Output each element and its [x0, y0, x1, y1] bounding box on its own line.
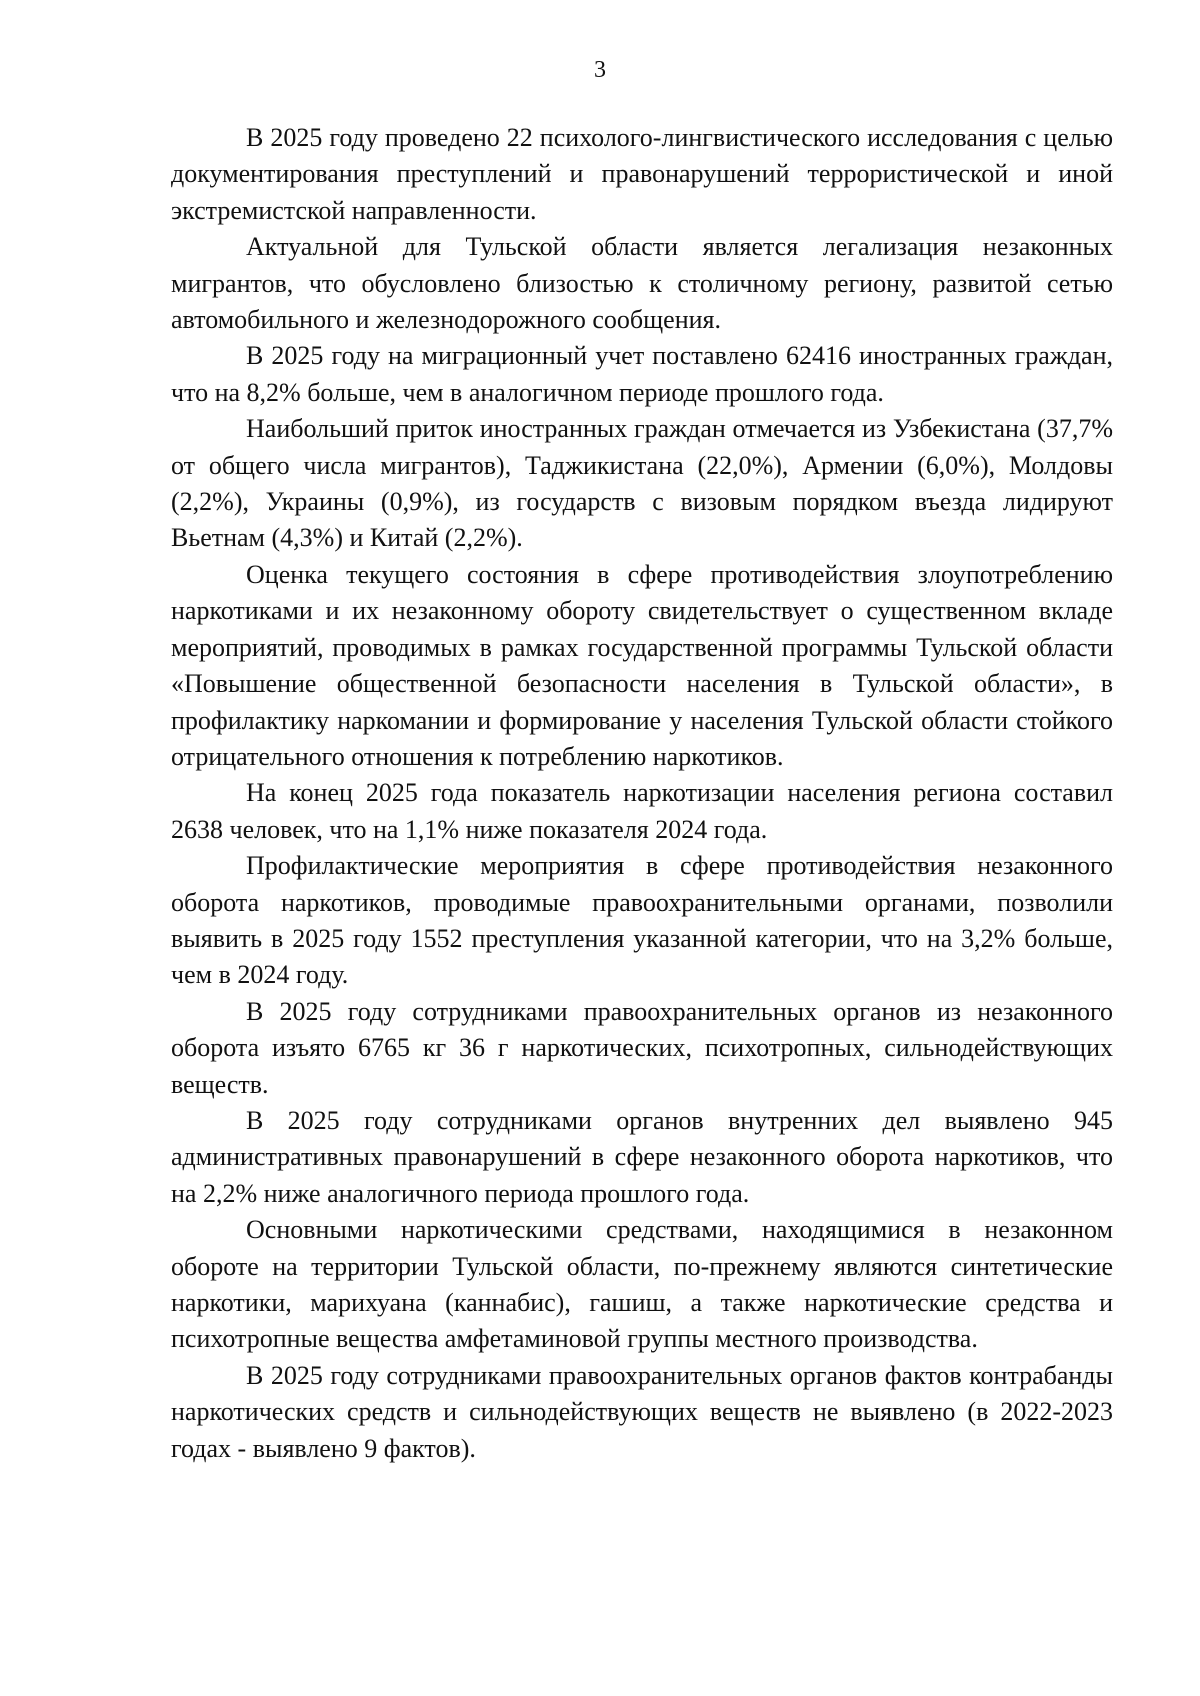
- paragraph-migration-registration: В 2025 году на миграционный учет поставлено 62416 иностранных граждан, что на 8,2% больше, чем в аналогичном периоде прошлого года.: [171, 341, 1113, 407]
- paragraph-drug-abuse-assessment: Оценка текущего состояния в сфере противодействия злоупотреблению наркотиками и их незаконному обороту свидетельствует о существенном вкладе мероприятий, проводимых в рамках государственной программы Тульской области «Повышение общественной безопасности населения в Тульской области», в профилактику наркомании и формирование у населения Тульской области стойкого отрицательного отношения к потреблению наркотиков.: [171, 559, 1113, 771]
- paragraph-main-drugs: Основными наркотическими средствами, находящимися в незаконном обороте на территории Тульской области, по-прежнему являются синтетические наркотики, марихуана (каннабис), гашиш, а также наркотические средства и психотропные вещества амфетаминовой группы местного производства.: [171, 1215, 1113, 1354]
- page-number: 3: [594, 57, 606, 83]
- document-body: [171, 120, 1113, 1467]
- paragraph-administrative-offenses: В 2025 году сотрудниками органов внутренних дел выявлено 945 административных правонарушений в сфере незаконного оборота наркотиков, что на 2,2% ниже аналогичного периода прошлого года.: [171, 1105, 1113, 1208]
- paragraph-drug-crimes-detected: Профилактические мероприятия в сфере противодействия незаконного оборота наркотиков, проводимые правоохранительными органами, позволили выявить в 2025 году 1552 преступления указанной категории, что на 3,2% больше, чем в 2024 году.: [171, 851, 1113, 990]
- paragraph-psycholinguistic-research: В 2025 году проведено 22 психолого-лингвистического исследования с целью документирования преступлений и правонарушений террористической и иной экстремистской направленности.: [171, 123, 1113, 225]
- paragraph-smuggling: В 2025 году сотрудниками правоохранительных органов фактов контрабанды наркотических средств и сильнодействующих веществ не выявлено (в 2022-2023 годах - выявлено 9 фактов).: [171, 1360, 1113, 1463]
- paragraph-migrant-inflow: Наибольший приток иностранных граждан отмечается из Узбекистана (37,7% от общего числа мигрантов), Таджикистана (22,0%), Армении (6,0%), Молдовы (2,2%), Украины (0,9%), из государств с визовым порядком въезда лидируют Вьетнам (4,3%) и Китай (2,2%).: [171, 414, 1113, 553]
- paragraph-illegal-migrants: Актуальной для Тульской области является легализация незаконных мигрантов, что обусловлено близостью к столичному региону, развитой сетью автомобильного и железнодорожного сообщения.: [171, 232, 1113, 335]
- paragraph-drugs-seized: В 2025 году сотрудниками правоохранительных органов из незаконного оборота изъято 6765 кг 36 г наркотических, психотропных, сильнодействующих веществ.: [171, 996, 1113, 1099]
- paragraph-narcotization-rate: На конец 2025 года показатель наркотизации населения региона составил 2638 человек, что на 1,1% ниже показателя 2024 года.: [171, 778, 1113, 844]
